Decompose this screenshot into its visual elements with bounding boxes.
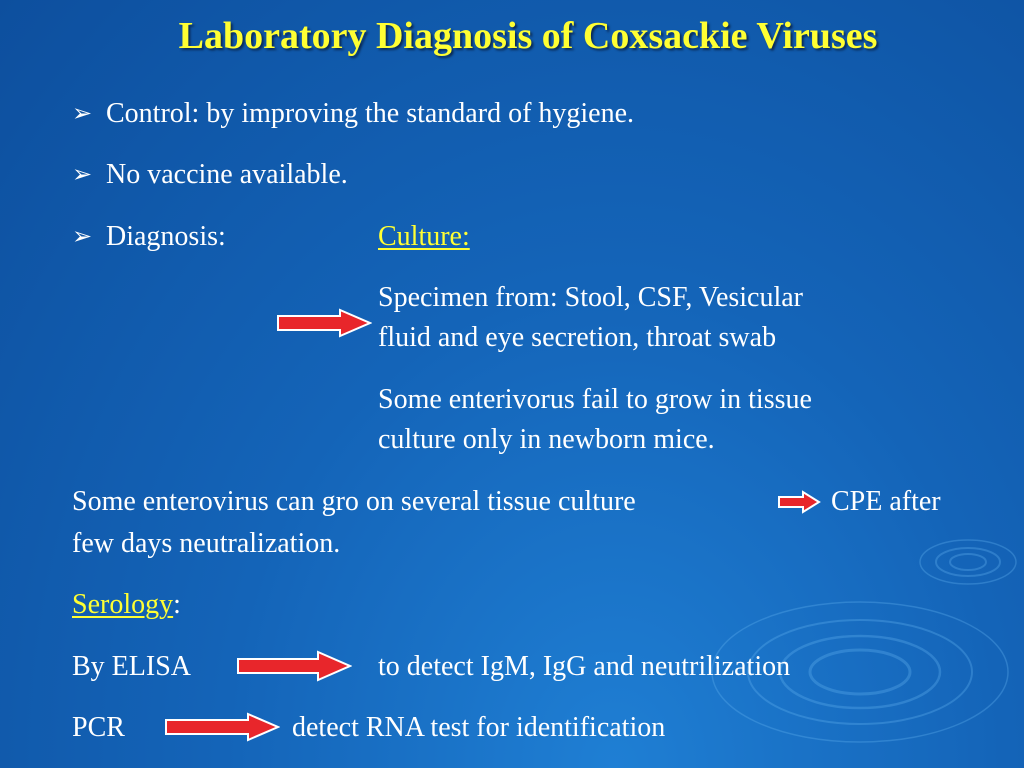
cpe-text: CPE after (831, 486, 941, 517)
bullet-arrow-icon: ➢ (72, 101, 93, 127)
bullet-arrow-icon: ➢ (72, 162, 93, 188)
control-text: Control: by improving the standard of hygiene. (106, 98, 635, 129)
elisa-label: By ELISA (72, 651, 191, 682)
enterovirus-text: Some enterovirus can gro on several tissue culture (72, 486, 636, 517)
elisa-result: to detect IgM, IgG and neutrilization (378, 651, 791, 682)
serology-colon: : (173, 589, 181, 620)
bullet-arrow-icon: ➢ (72, 224, 93, 250)
specimen-line-1: Specimen from: Stool, CSF, Vesicular (378, 282, 804, 313)
diagnosis-label: Diagnosis: (106, 221, 226, 252)
right-arrow-icon (276, 308, 372, 338)
serology-heading-row (72, 585, 181, 625)
culture-heading: Culture: (378, 221, 470, 252)
pcr-result: detect RNA test for identification (292, 712, 666, 743)
serology-heading: Serology (72, 589, 174, 620)
right-arrow-icon (236, 650, 352, 682)
specimen-line-2: fluid and eye secretion, throat swab (378, 322, 777, 353)
enterovirus-line-2: few days neutralization. (72, 528, 341, 559)
right-arrow-icon (164, 712, 280, 742)
vaccine-text: No vaccine available. (106, 159, 348, 190)
right-arrow-icon (777, 490, 821, 514)
enterivorus-line-2: culture only in newborn mice. (378, 424, 715, 455)
enterivorus-line-1: Some enterivorus fail to grow in tissue (378, 384, 812, 415)
slide-title: Laboratory Diagnosis of Coxsackie Viruses (178, 15, 878, 57)
pcr-label: PCR (72, 712, 125, 743)
